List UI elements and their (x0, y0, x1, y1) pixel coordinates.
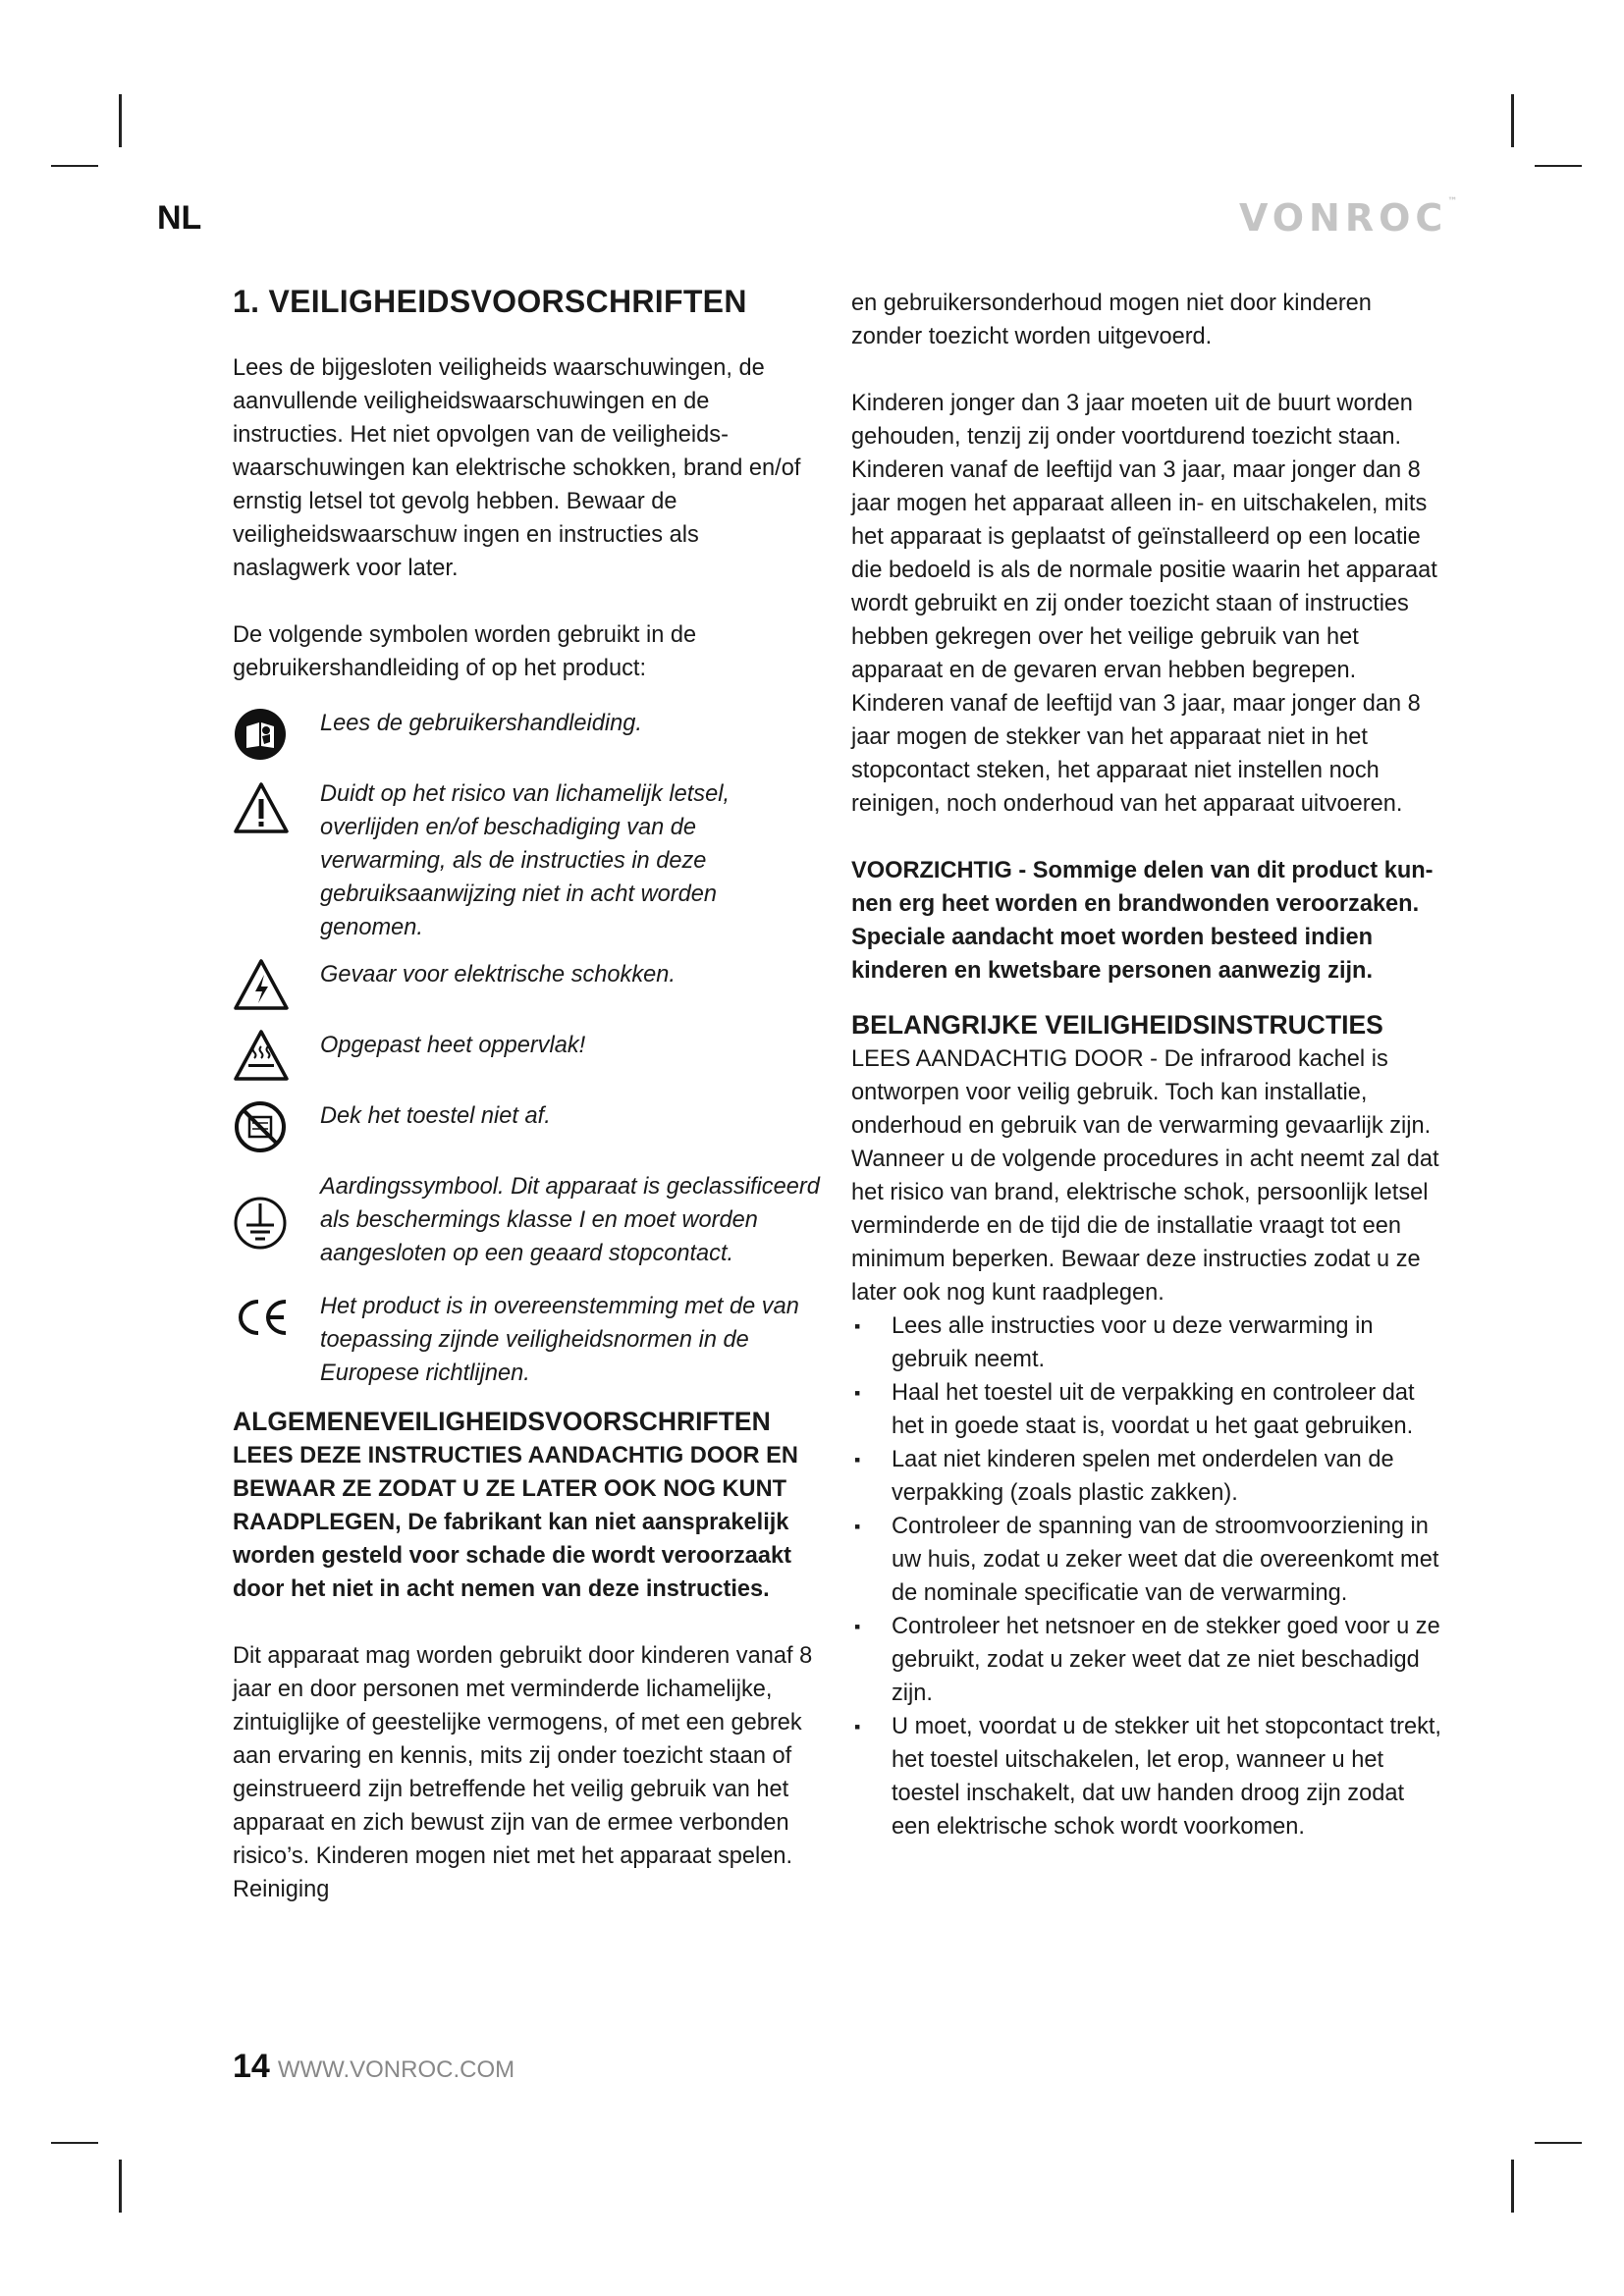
symbol-row-earth (233, 1170, 822, 1270)
brand-logo (1239, 196, 1457, 240)
symbol-text: Aardingssymbool. Dit apparaat is geclassificeerd als beschermings klasse I en moet worden aangesloten op een geaard stopcontact. (320, 1174, 820, 1266)
earth-icon (233, 1170, 299, 1253)
symbol-row-do-not-cover (233, 1099, 822, 1156)
brand-trademark: ™ (1447, 196, 1458, 207)
general-paragraph: Dit apparaat mag worden gebruikt door kinderen vanaf 8 jaar en door personen met verminderde lichamelijke, zintuiglijke of geestelijke vermogens, of met een gebrek aan ervaring en kennis, mits zij onder toezicht staan of geinstrueerd zijn betreffende het veilig gebruik van het apparaat en zich bewust zijn van de ermee verbonden risico’s. Kinderen mogen niet met het apparaat spelen. Reiniging (233, 1643, 813, 1902)
list-item: ▪ Controleer het netsnoer en de stekker goed voor u ze gebruikt, zodat u zeker weet dat ze niet beschadigd zijn. (851, 1610, 1448, 1710)
ce-mark-icon (233, 1290, 299, 1353)
language-code: NL (157, 199, 202, 237)
crop-mark (119, 94, 122, 147)
section-title: 1. VEILIGHEIDSVOORSCHRIFTEN (233, 284, 747, 319)
symbol-text: Het product is in overeenstemming met de van toepassing zijnde veiligheidsnormen in de Europese richtlijnen. (320, 1294, 799, 1386)
symbols-intro: De volgende symbolen worden gebruikt in de gebruikershandleiding of op het product: (233, 622, 697, 681)
symbol-text: Opgepast heet oppervlak! (320, 1033, 586, 1058)
symbol-row-electric (233, 958, 822, 1015)
hot-surface-icon (233, 1029, 299, 1086)
list-item: ▪ Laat niet kinderen spelen met onderdelen van de verpakking (zoals plastic zakken). (851, 1443, 1448, 1510)
general-heading: ALGEMENEVEILIGHEIDSVOORSCHRIFTEN (233, 1407, 771, 1436)
instruction-list (851, 1309, 1448, 1843)
crop-mark (51, 165, 98, 167)
important-heading: BELANGRIJKE VEILIGHEIDSINSTRUCTIES (851, 1010, 1383, 1040)
brand-name: VONROC (1239, 196, 1448, 240)
continuation-paragraph: en gebruikersonderhoud mogen niet door kinderen zonder toezicht worden uitgevoerd. (851, 291, 1372, 349)
children-paragraph: Kinderen jonger dan 3 jaar moeten uit de buurt worden gehouden, tenzij zij onder voortdurend toezicht staan. Kinderen vanaf de leeftijd van 3 jaar, maar jonger dan 8 jaar mogen het apparaat alleen in- en uitschakelen, mits het apparaat is geplaatst of geïnstalleerd op een locatie die bedoeld is als de normale positie waarin het apparaat wordt gebruikt en zij onder toezicht staan of instructies hebben gekregen over het veilige gebruik van het apparaat en de gevaren ervan hebben begrepen. Kinderen vanaf de leeftijd van 3 jaar, maar jonger dan 8 jaar mogen de stekker van het apparaat niet in het stopcontact steken, het apparaat niet instellen noch reinigen, noch onderhoud van het apparaat uitvoeren. (851, 391, 1437, 817)
symbol-text: Dek het toestel niet af. (320, 1103, 551, 1129)
caution-paragraph: VOORZICHTIG - Sommige delen van dit product kunnen erg heet worden en brandwonden veroorzaken. Speciale aandacht moet worden besteed indien kinderen en kwetsbare personen aanwezig zijn. (851, 858, 1434, 984)
symbol-row-warning (233, 777, 822, 944)
intro-paragraph: Lees de bijgesloten veiligheids waarschuwingen, de aanvullende veiligheidswaarschuwingen en de instructies. Het niet opvolgen van de veiligheidswaarschuwingen kan elektrische schokken, brand en/of ernstig letsel tot gevolg hebben. Bewaar de veiligheidswaarschuw ingen en instructies als naslagwerk voor later. (233, 355, 801, 581)
warning-icon (233, 777, 299, 838)
crop-mark (119, 2160, 122, 2213)
page-footer (233, 2048, 514, 2086)
symbol-text: Gevaar voor elektrische schokken. (320, 962, 676, 988)
symbol-row-hot-surface (233, 1029, 822, 1086)
list-item: ▪ Lees alle instructies voor u deze verwarming in gebruik neemt. (851, 1309, 1448, 1376)
list-item: ▪ Controleer de spanning van de stroomvoorziening in uw huis, zodat u zeker weet dat die overeenkomt met de nominale specificatie van de verwarming. (851, 1510, 1448, 1610)
important-paragraph: LEES AANDACHTIG DOOR - De infrarood kachel is ontworpen voor veilig gebruik. Toch kan installatie, onderhoud en gebruik van de verwarming gevaarlijk zijn. Wanneer u de volgende procedures in acht neemt zal dat het risico van brand, elektrische schok, persoonlijk letsel verminderde en de tijd die de installatie vraagt tot een minimum beperken. Bewaar deze instructies zodat u ze later ook nog kunt raadplegen. (851, 1046, 1439, 1306)
list-item: ▪ Haal het toestel uit de verpakking en controleer dat het in goede staat is, voordat u het gaat gebruiken. (851, 1376, 1448, 1443)
do-not-cover-icon (233, 1099, 299, 1156)
crop-mark (1535, 165, 1582, 167)
website-url: WWW.VONROC.COM (277, 2056, 515, 2083)
crop-mark (1511, 94, 1514, 147)
symbol-text: Lees de gebruikershandleiding. (320, 711, 642, 736)
crop-mark (1511, 2160, 1514, 2213)
symbol-row-manual (233, 707, 822, 764)
list-item: ▪ U moet, voordat u de stekker uit het stopcontact trekt, het toestel uitschakelen, let erop, wanneer u het toestel inschakelt, dat uw handen droog zijn zodat een elektrische schok wordt voorkomen. (851, 1710, 1448, 1843)
left-column (233, 277, 822, 1906)
symbol-row-ce (233, 1290, 822, 1390)
electric-shock-icon (233, 958, 299, 1015)
manual-icon (233, 707, 299, 764)
symbol-text: Duidt op het risico van lichamelijk letsel, overlijden en/of beschadiging van de verwarming, als de instructies in deze gebruiksaanwijzing niet in acht worden genomen. (320, 781, 731, 940)
crop-mark (51, 2142, 98, 2144)
page-number: 14 (233, 2048, 270, 2085)
right-column (851, 287, 1448, 1843)
general-bold-paragraph: LEES DEZE INSTRUCTIES AANDACHTIG DOOR EN BEWAAR ZE ZODAT U ZE LATER OOK NOG KUNT RAADPLEGEN, De fabrikant kan niet aansprakelijk worden gesteld voor schade die wordt veroorzaakt door het niet in acht nemen van deze instructies. (233, 1443, 798, 1602)
crop-mark (1535, 2142, 1582, 2144)
